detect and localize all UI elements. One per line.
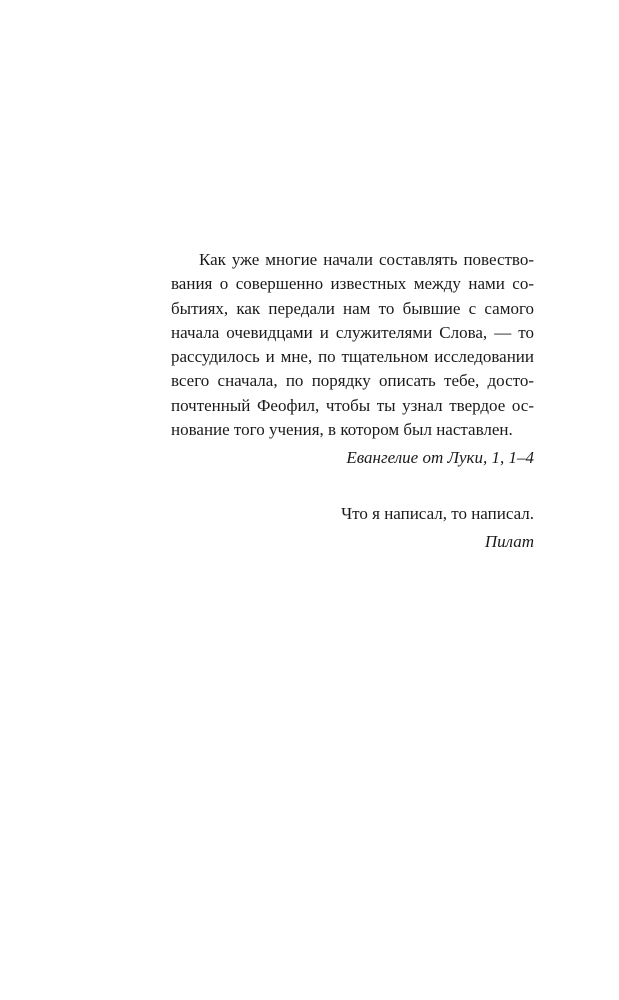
quote-line: бытиях, как передали нам то бывшие с самого bbox=[171, 298, 534, 318]
quote-line: начала очевидцами и служителями Слова, — то bbox=[171, 322, 534, 342]
epigraph-block bbox=[171, 248, 534, 554]
epigraph-quote bbox=[171, 248, 534, 442]
quote-line: почтенный Феофил, чтобы ты узнал твердое ос- bbox=[171, 395, 534, 415]
second-epigraph-attribution: Пилат bbox=[484, 532, 534, 552]
quote-line: вания о совершенно известных между нами со- bbox=[171, 274, 534, 294]
quote-line: рассудилось и мне, по тщательном исследовании bbox=[171, 347, 534, 367]
quote-line: нование того учения, в котором был наставлен. bbox=[171, 420, 513, 440]
quote-line: всего сначала, по порядку описать тебе, досто- bbox=[171, 371, 534, 391]
epigraph-attribution: Евангелие от Луки, 1, 1–4 bbox=[346, 448, 534, 468]
quote-line: Как уже многие начали составлять повество- bbox=[199, 250, 534, 269]
second-epigraph-quote: Что я написал, то написал. bbox=[341, 504, 534, 524]
